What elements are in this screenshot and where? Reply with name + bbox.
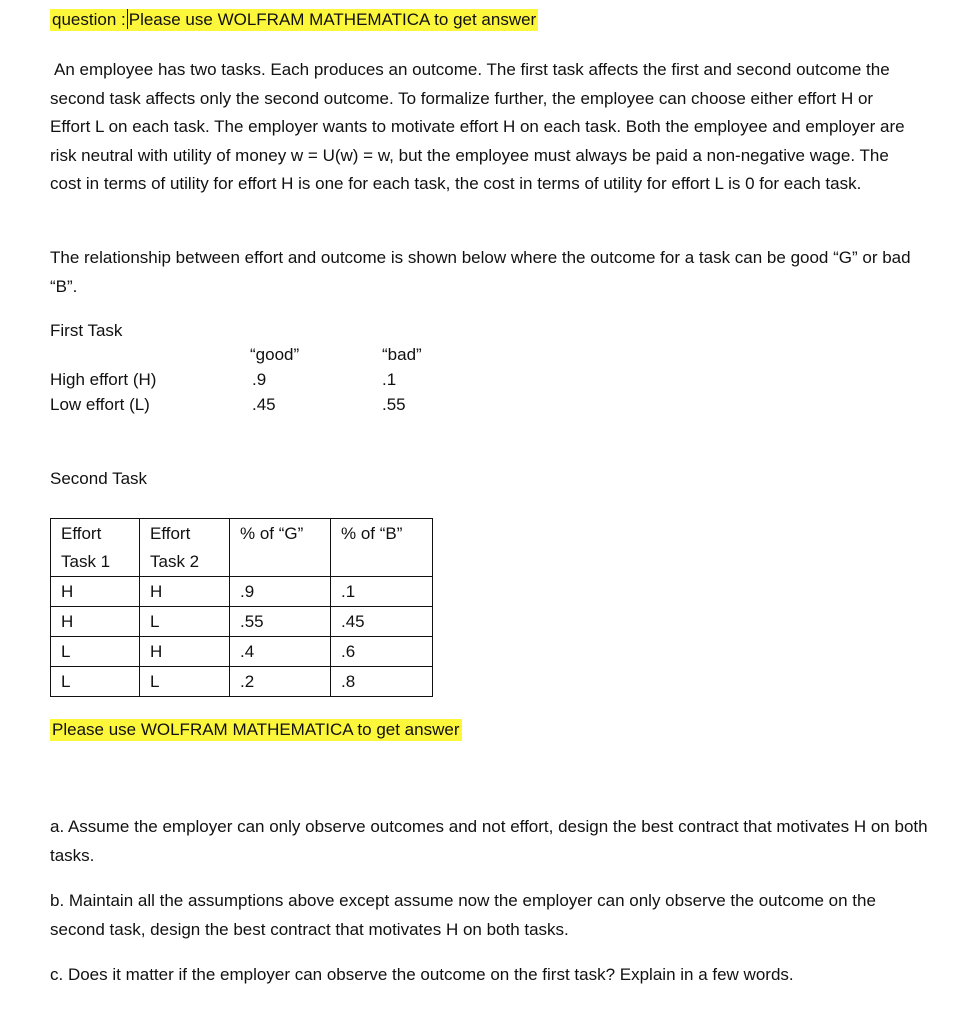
cell-effort1: H <box>51 577 140 607</box>
cell-bad: .6 <box>331 637 433 667</box>
cell-bad: .8 <box>331 667 433 697</box>
question-header <box>50 9 538 30</box>
cell-effort2: L <box>140 667 230 697</box>
cell-bad: .45 <box>331 607 433 637</box>
text-cursor <box>127 9 128 29</box>
table-row <box>51 577 433 607</box>
question-text: Please use WOLFRAM MATHEMATICA to get answer <box>128 10 537 29</box>
cell-effort1: L <box>51 667 140 697</box>
first-task-row-bad: .1 <box>382 370 397 389</box>
cell-good: .55 <box>230 607 331 637</box>
table-header-row <box>51 519 433 577</box>
second-task-table <box>50 518 433 697</box>
header-percent-bad: % of “B” <box>331 519 433 577</box>
cell-good: .4 <box>230 637 331 667</box>
table-row <box>51 637 433 667</box>
table-row <box>51 607 433 637</box>
first-task-row-good: .9 <box>252 370 267 389</box>
first-task-row-bad: .55 <box>382 395 406 414</box>
cell-effort2: H <box>140 637 230 667</box>
reminder <box>50 720 462 740</box>
cell-good: .9 <box>230 577 331 607</box>
cell-good: .2 <box>230 667 331 697</box>
cell-bad: .1 <box>331 577 433 607</box>
cell-effort1: L <box>51 637 140 667</box>
header-effort-task1: Effort Task 1 <box>51 519 140 577</box>
relationship-paragraph: The relationship between effort and outcome is shown below where the outcome for a task can be good “G” or bad “B”. <box>50 248 911 296</box>
second-task-title: Second Task <box>50 469 148 488</box>
cell-effort2: H <box>140 577 230 607</box>
question-a: a. Assume the employer can only observe outcomes and not effort, design the best contract that motivates H on both tasks. <box>50 817 928 865</box>
table-row <box>51 667 433 697</box>
question-c: c. Does it matter if the employer can observe the outcome on the first task? Explain in a few words. <box>50 965 794 984</box>
first-task-row-good: .45 <box>252 395 276 414</box>
first-task-row-label: Low effort (L) <box>50 395 150 414</box>
first-task-title: First Task <box>50 321 123 340</box>
question-b: b. Maintain all the assumptions above except assume now the employer can only observe the outcome on the second task, design the best contract that motivates H on both tasks. <box>50 891 876 939</box>
question-prefix: question : <box>52 10 126 29</box>
header-percent-good: % of “G” <box>230 519 331 577</box>
first-task-col-good: “good” <box>250 345 300 364</box>
intro-paragraph: An employee has two tasks. Each produces an outcome. The first task affects the first and second outcome the second task affects only the second outcome. To formalize further, the employee can choose either effort H or Effort L on each task. The employer wants to motivate effort H on each task. Both the employee and employer are risk neutral with utility of money w = U(w) = w, but the employee must always be paid a non-negative wage. The cost in terms of utility for effort H is one for each task, the cost in terms of utility for effort L is 0 for each task. <box>50 60 905 193</box>
header-effort-task2: Effort Task 2 <box>140 519 230 577</box>
reminder-text: Please use WOLFRAM MATHEMATICA to get answer <box>52 720 460 739</box>
first-task-row-label: High effort (H) <box>50 370 157 389</box>
cell-effort1: H <box>51 607 140 637</box>
cell-effort2: L <box>140 607 230 637</box>
first-task-col-bad: “bad” <box>382 345 422 364</box>
